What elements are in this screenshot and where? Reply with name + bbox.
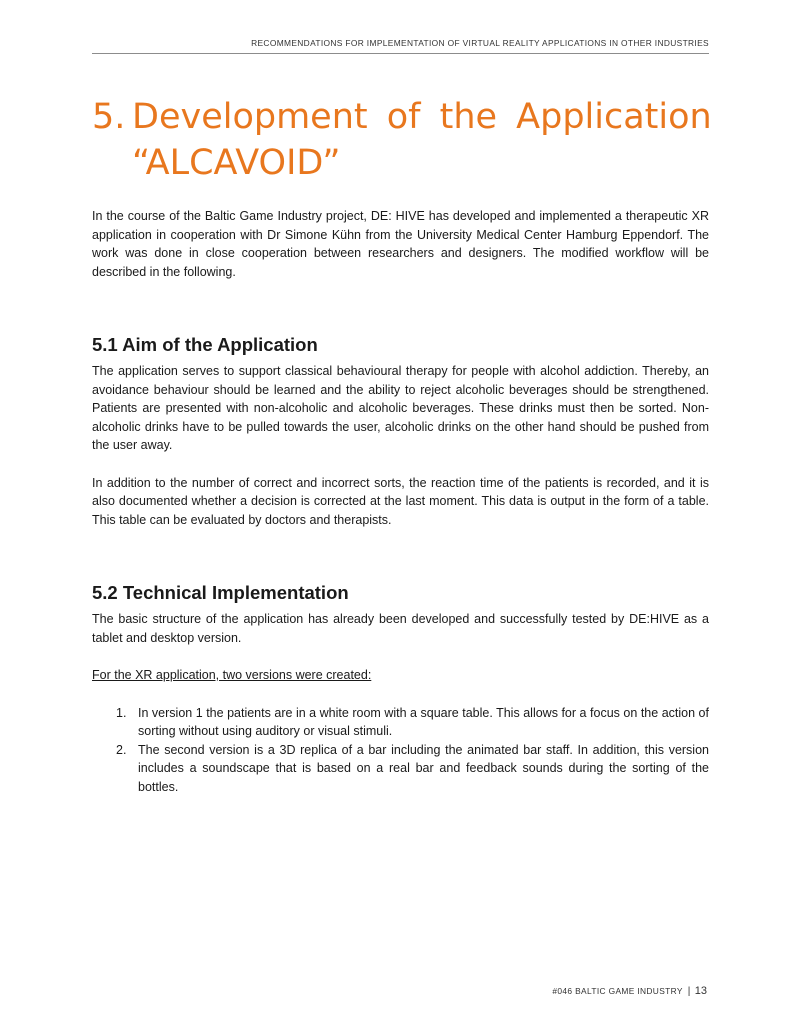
- chapter-number: 5.: [92, 97, 126, 137]
- xr-versions-intro: For the XR application, two versions were created:: [92, 668, 372, 682]
- chapter-title-text: Development of the Application: [132, 97, 712, 137]
- aim-paragraph-2: In addition to the number of correct and incorrect sorts, the reaction time of the patients is recorded, and it is also documented whether a decision is corrected at the last moment. This data is output in the form of a table. This table can be evaluated by doctors and therapists.: [92, 475, 709, 527]
- section-heading-aim: 5.1 Aim of the Application: [92, 334, 318, 355]
- footer-separator: |: [687, 986, 691, 997]
- page-number: 13: [694, 985, 707, 997]
- list-item: [92, 704, 709, 741]
- list-item-text: In version 1 the patients are in a white room with a square table. This allows for a focus on the action of sorting without using auditory or visual stimuli.: [138, 705, 709, 738]
- technical-paragraph-1: The basic structure of the application has already been developed and successfully tested by DE:HIVE as a tablet and desktop version.: [92, 612, 709, 645]
- chapter-title: [92, 94, 712, 186]
- chapter-title-line1: [92, 94, 712, 140]
- list-item-number: 1.: [116, 705, 127, 720]
- aim-paragraph-1: The application serves to support classical behavioural therapy for people with alcohol addiction. Thereby, an avoidance behaviour should be learned and the ability to reject alcoholic beverages should be strengthened. Patients are presented with non-alcoholic and alcoholic beverages. These drinks must then be sorted. Non-alcoholic drinks have to be pulled towards the user, alcoholic drinks on the other hand should be pushed from the user away.: [92, 364, 709, 452]
- list-item-text: The second version is a 3D replica of a bar including the animated bar staff. In addition, this version includes a soundscape that is based on a real bar and feedback sounds during the sorting of the bottles.: [138, 742, 709, 794]
- chapter-title-line2: “ALCAVOID”: [132, 143, 341, 183]
- list-item-number: 2.: [116, 742, 127, 757]
- versions-list: [92, 704, 709, 797]
- page-body: [92, 207, 709, 796]
- footer-publication: #046 BALTIC GAME INDUSTRY: [552, 986, 683, 996]
- running-header: RECOMMENDATIONS FOR IMPLEMENTATION OF VIRTUAL REALITY APPLICATIONS IN OTHER INDUSTRIES: [251, 38, 709, 48]
- list-item: [92, 741, 709, 797]
- page-footer: [400, 985, 707, 997]
- section-heading-technical: 5.2 Technical Implementation: [92, 582, 349, 603]
- header-divider: [92, 53, 709, 54]
- intro-paragraph: In the course of the Baltic Game Industry project, DE: HIVE has developed and implemented a therapeutic XR application in cooperation with Dr Simone Kühn from the University Medical Center Hamburg Eppendorf. The work was done in close cooperation between researchers and designers. The modified workflow will be described in the following.: [92, 209, 709, 279]
